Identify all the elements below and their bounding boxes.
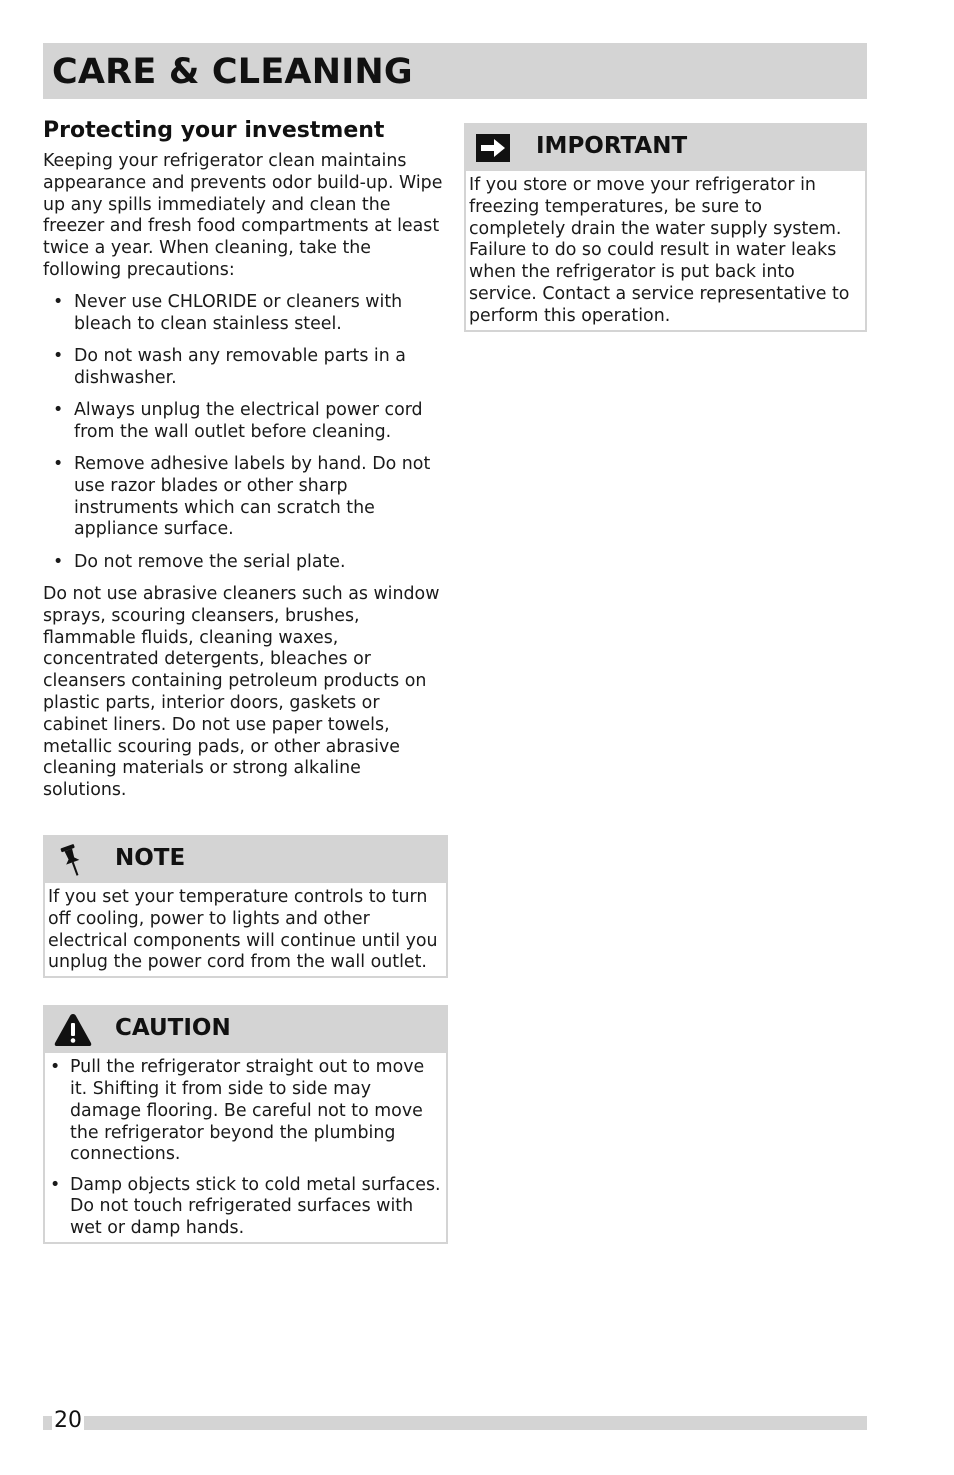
caution-title: CAUTION [115,1015,231,1042]
pushpin-icon [53,842,93,878]
note-title: NOTE [115,845,186,872]
right-column [464,123,867,332]
list-item: • Pull the refrigerator straight out to move it. Shifting it from side to side may damage flooring. Be careful not to move the refrigerator beyond the plumbing connections. [50,1057,425,1165]
list-item: • Remove adhesive labels by hand. Do not use razor blades or other sharp instruments which can scratch the appliance surface. [53,454,431,540]
important-text: If you store or move your refrigerator in freezing temperatures, be sure to completely drain the water supply system. Failure to do so could result in water leaks when the refrigerator is put back into service. Contact a service representative to perform this operation. [469,175,850,326]
precautions-list [43,292,448,574]
important-title: IMPORTANT [536,133,688,159]
abrasive-paragraph: Do not use abrasive cleaners such as window sprays, scouring cleansers, brushes, flammable fluids, cleaning waxes, concentrated detergents, bleaches or cleansers containing petroleum products on plastic parts, interior doors, gaskets or cabinet liners. Do not use paper towels, metallic scouring pads, or other abrasive cleaning materials or strong alkaline solutions. [43,584,440,801]
caution-list [48,1057,443,1240]
list-item: • Always unplug the electrical power cord from the wall outlet before cleaning. [53,399,423,442]
caution-header [45,1007,446,1053]
page-title: CARE & CLEANING [52,52,413,92]
note-header [45,837,446,883]
arrow-right-icon [474,130,514,166]
important-box [464,123,867,332]
important-header [466,125,865,171]
list-item: • Damp objects stick to cold metal surfaces. Do not touch refrigerated surfaces with wet or damp hands. [50,1174,441,1239]
list-item: • Never use CHLORIDE or cleaners with bleach to clean stainless steel. [53,291,403,334]
intro-paragraph: Keeping your refrigerator clean maintains appearance and prevents odor build-up. Wipe up any spills immediately and clean the freezer and fresh food compartments at least twice a year. When cleaning, take the following precautions: [43,151,443,280]
warning-triangle-icon [53,1012,93,1048]
note-text: If you set your temperature controls to turn off cooling, power to lights and other electrical components will continue until you unplug the power cord from the wall outlet. [48,887,438,973]
footer-bar [43,1416,867,1430]
note-box [43,835,448,978]
left-column [43,118,448,1244]
caution-box [43,1005,448,1244]
list-item: • Do not wash any removable parts in a dishwasher. [53,345,406,388]
page-number: 20 [54,1408,82,1433]
header-bar [43,43,867,99]
list-item: • Do not remove the serial plate. [53,551,346,572]
section-title: Protecting your investment [43,118,385,143]
